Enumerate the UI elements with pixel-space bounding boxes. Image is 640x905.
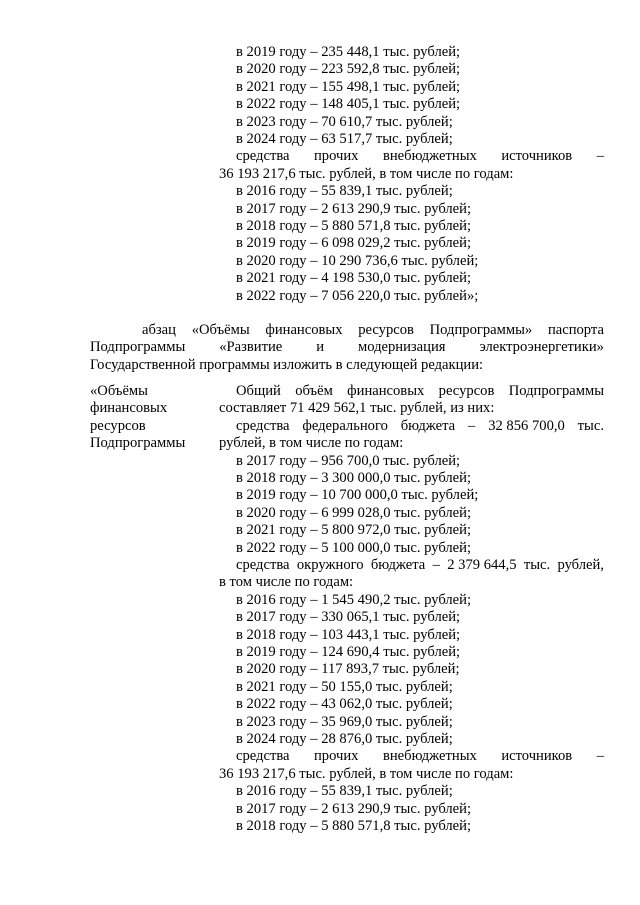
list-item: в 2021 году – 5 800 972,0 тыс. рублей;	[236, 522, 472, 539]
list-item: в 2019 году – 6 098 029,2 тыс. рублей;	[236, 235, 472, 252]
word: –	[432, 557, 440, 573]
other-total: 36 193 217,6 тыс. рублей, в том числе по годам:	[219, 765, 514, 782]
word: тыс.	[577, 417, 604, 434]
federal-heading	[236, 418, 604, 435]
list-item: в 2020 году – 117 893,7 тыс. рублей;	[236, 661, 460, 678]
list-item: в 2024 году – 63 517,7 тыс. рублей;	[236, 131, 453, 147]
list-item: в 2022 году – 5 100 000,0 тыс. рублей;	[236, 539, 472, 556]
word: финансовых	[347, 383, 425, 399]
total-heading	[236, 383, 604, 400]
list-item: в 2021 году – 155 498,1 тыс. рублей;	[236, 78, 461, 95]
other-sources-total: 36 193 217,6 тыс. рублей, в том числе по годам:	[219, 165, 514, 182]
label-line: ресурсов	[90, 417, 146, 434]
list-item: в 2017 году – 330 065,1 тыс. рублей;	[236, 609, 461, 626]
list-item: в 2021 году – 50 155,0 тыс. рублей;	[236, 678, 453, 695]
list-item: в 2022 году – 43 062,0 тыс. рублей;	[236, 696, 453, 713]
total-amount: составляет 71 429 562,1 тыс. рублей, из них:	[219, 400, 495, 417]
word: источников	[501, 748, 573, 765]
word: ресурсов	[358, 322, 414, 338]
paragraph-line	[142, 322, 604, 339]
word: прочих	[314, 148, 359, 165]
federal-subheading: рублей, в том числе по годам:	[219, 435, 404, 452]
word: прочих	[314, 748, 359, 765]
list-item: в 2016 году – 55 839,1 тыс. рублей;	[236, 783, 453, 800]
list-item: в 2023 году – 35 969,0 тыс. рублей;	[236, 713, 453, 730]
word: 32 856 700,0	[488, 417, 565, 434]
other-heading	[236, 748, 604, 765]
word: бюджета	[370, 557, 426, 573]
list-item: в 2017 году – 2 613 290,9 тыс. рублей;	[236, 800, 472, 817]
word: Подпрограммы	[508, 383, 604, 399]
list-item: в 2018 году – 103 443,1 тыс. рублей;	[236, 626, 461, 643]
list-item: в 2024 году – 28 876,0 тыс. рублей;	[236, 731, 453, 747]
word: тыс.	[523, 557, 551, 573]
label-line: «Объёмы	[90, 383, 148, 399]
okrug-heading	[236, 557, 604, 574]
word: Подпрограммы»	[429, 322, 533, 338]
word: объём	[295, 383, 333, 399]
list-item: в 2020 году – 6 999 028,0 тыс. рублей;	[236, 504, 472, 521]
word: окружного	[296, 557, 364, 573]
list-item: в 2019 году – 124 690,4 тыс. рублей;	[236, 644, 461, 660]
list-item: в 2020 году – 10 290 736,6 тыс. рублей;	[236, 252, 479, 269]
word: «Развитие	[219, 339, 283, 356]
list-item: в 2023 году – 70 610,7 тыс. рублей;	[236, 113, 453, 130]
list-item: в 2017 году – 956 700,0 тыс. рублей;	[236, 452, 461, 469]
list-item: в 2021 году – 4 198 530,0 тыс. рублей;	[236, 270, 472, 287]
word: Общий	[236, 383, 281, 399]
list-item: в 2020 году – 223 592,8 тыс. рублей;	[236, 61, 461, 78]
word: 2 379 644,5	[447, 557, 517, 573]
label-line: финансовых	[90, 400, 168, 417]
word: источников	[501, 148, 573, 165]
list-item: в 2016 году – 1 545 490,2 тыс. рублей;	[236, 591, 472, 608]
word: и	[316, 339, 325, 356]
list-item: в 2018 году – 3 300 000,0 тыс. рублей;	[236, 470, 472, 486]
word: рублей,	[557, 557, 604, 573]
list-item: в 2022 году – 7 056 220,0 тыс. рублей»;	[236, 287, 479, 304]
other-sources-heading	[236, 148, 604, 165]
paragraph-line: Государственной программы изложить в следующей редакции:	[90, 356, 484, 373]
word: –	[596, 748, 604, 765]
word: средства	[236, 557, 290, 573]
word: абзац	[142, 322, 176, 338]
paragraph-line	[90, 339, 604, 356]
word: электроэнергетики»	[479, 339, 604, 356]
word: средства	[236, 148, 290, 165]
list-item: в 2016 году – 55 839,1 тыс. рублей;	[236, 183, 453, 200]
list-item: в 2018 году – 5 880 571,8 тыс. рублей;	[236, 218, 472, 234]
list-item: в 2019 году – 235 448,1 тыс. рублей;	[236, 44, 461, 60]
word: внебюджетных	[382, 148, 477, 165]
list-item: в 2018 году – 5 880 571,8 тыс. рублей;	[236, 818, 472, 834]
okrug-subheading: в том числе по годам:	[219, 574, 354, 591]
word: Подпрограммы	[90, 339, 186, 356]
word: паспорта	[547, 322, 604, 338]
word: федерального	[302, 417, 388, 434]
list-item: в 2019 году – 10 700 000,0 тыс. рублей;	[236, 487, 479, 504]
word: «Объёмы	[191, 322, 250, 338]
word: внебюджетных	[382, 748, 477, 765]
word: модернизация	[357, 339, 446, 356]
word: –	[596, 148, 604, 165]
word: средства	[236, 417, 290, 434]
word: бюджета	[400, 417, 456, 434]
word: –	[468, 417, 476, 434]
word: ресурсов	[438, 383, 495, 399]
word: финансовых	[265, 322, 343, 338]
label-line: Подпрограммы	[90, 435, 186, 452]
list-item: в 2017 году – 2 613 290,9 тыс. рублей;	[236, 200, 472, 217]
list-item: в 2022 году – 148 405,1 тыс. рублей;	[236, 96, 461, 113]
word: средства	[236, 748, 290, 765]
